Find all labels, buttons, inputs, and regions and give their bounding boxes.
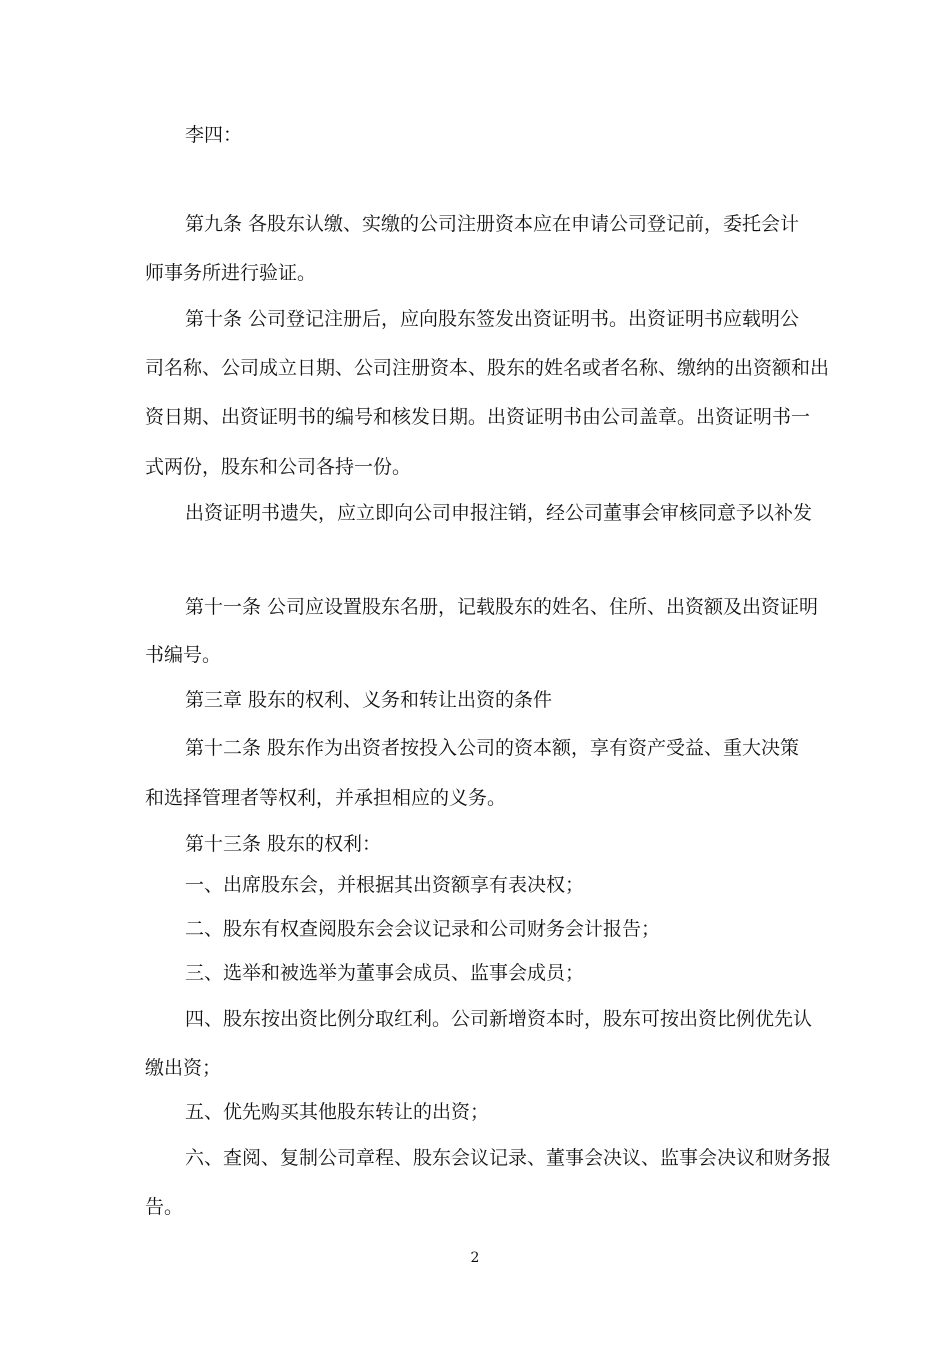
text-line: 司名称、公司成立日期、公司注册资本、股东的姓名或者名称、缴纳的出资额和出 bbox=[145, 357, 830, 379]
text-line: 告。 bbox=[145, 1196, 184, 1218]
text-line: 二、股东有权查阅股东会会议记录和公司财务会计报告； bbox=[185, 918, 661, 940]
text-line: 和选择管理者等权利，并承担相应的义务。 bbox=[145, 787, 507, 809]
text-line: 资日期、出资证明书的编号和核发日期。出资证明书由公司盖章。出资证明书一 bbox=[145, 406, 811, 428]
text-line: 五、优先购买其他股东转让的出资； bbox=[185, 1101, 490, 1123]
text-line: 书编号。 bbox=[145, 644, 222, 666]
text-line: 第十三条 股东的权利： bbox=[185, 833, 382, 855]
text-line: 出资证明书遗失，应立即向公司申报注销，经公司董事会审核同意予以补发 bbox=[185, 502, 813, 524]
text-line: 师事务所进行验证。 bbox=[145, 262, 317, 284]
text-line: 六、查阅、复制公司章程、股东会议记录、董事会决议、监事会决议和财务报 bbox=[185, 1147, 832, 1169]
text-line: 缴出资； bbox=[145, 1057, 222, 1079]
text-line: 第九条 各股东认缴、实缴的公司注册资本应在申请公司登记前，委托会计 bbox=[185, 213, 800, 235]
text-line: 李四： bbox=[185, 124, 243, 146]
text-line: 四、股东按出资比例分取红利。公司新增资本时，股东可按出资比例优先认 bbox=[185, 1008, 813, 1030]
section-heading: 第三章 股东的权利、义务和转让出资的条件 bbox=[185, 689, 553, 711]
text-line: 第十一条 公司应设置股东名册，记载股东的姓名、住所、出资额及出资证明 bbox=[185, 596, 819, 618]
text-line: 第十条 公司登记注册后，应向股东签发出资证明书。出资证明书应载明公 bbox=[185, 308, 800, 330]
text-line: 式两份，股东和公司各持一份。 bbox=[145, 456, 412, 478]
page-number: 2 bbox=[470, 1250, 480, 1266]
text-line: 三、选举和被选举为董事会成员、监事会成员； bbox=[185, 962, 585, 984]
text-line: 第十二条 股东作为出资者按投入公司的资本额，享有资产受益、重大决策 bbox=[185, 737, 800, 759]
text-line: 一、出席股东会，并根据其出资额享有表决权； bbox=[185, 874, 585, 896]
